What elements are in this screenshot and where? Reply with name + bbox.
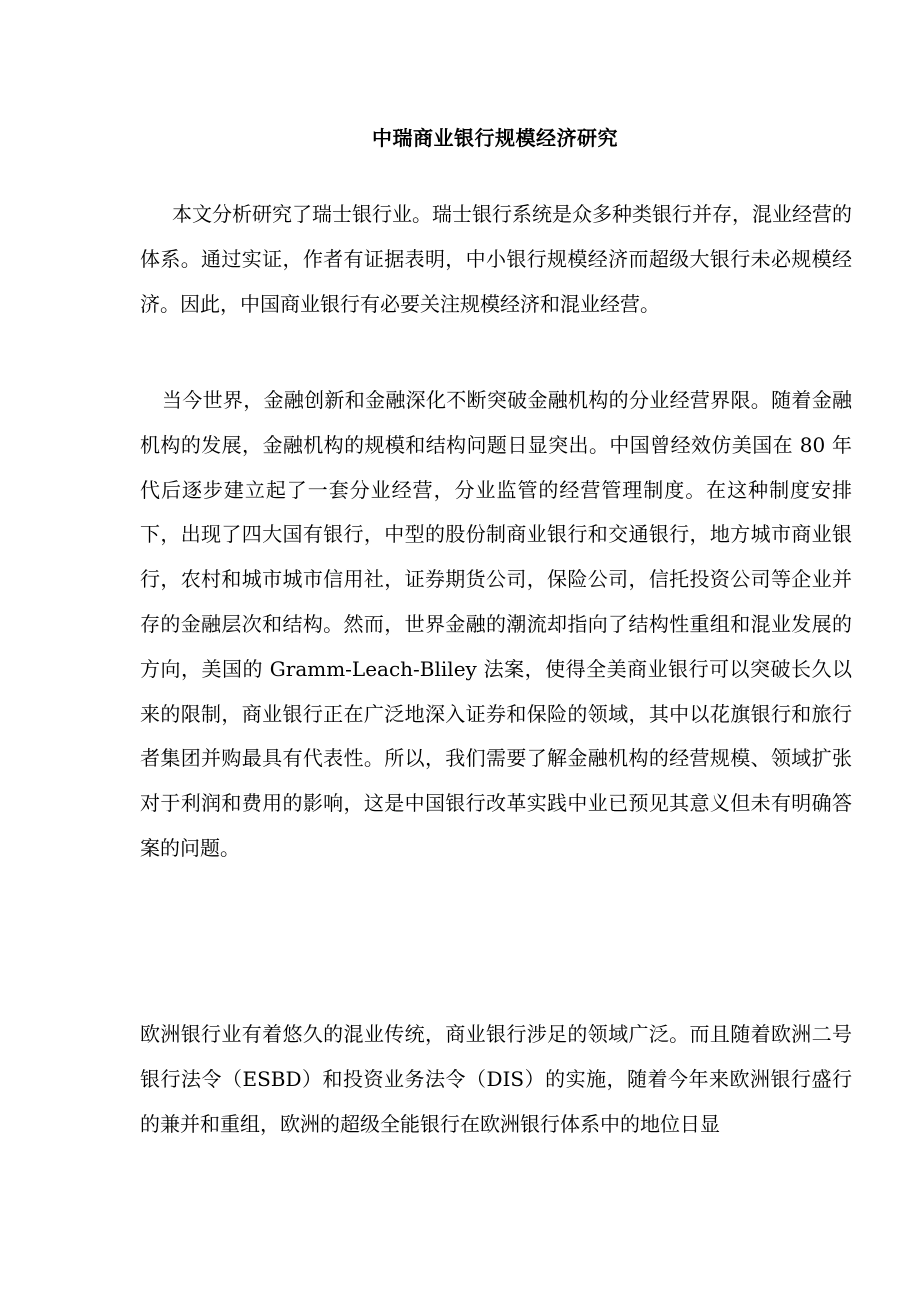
paragraph-background: 当今世界，金融创新和金融深化不断突破金融机构的分业经营界限。随着金融机构的发展，金融机构的规模和结构问题日显突出。中国曾经效仿美国在 80 年代后逐步建立起了一套分业经营，分业监管的经营管理制度。在这种制度安排下，出现了四大国有银行，中型的股份制商业银行和交通银行，地方城市商业银行，农村和城市城市信用社，证券期货公司，保险公司，信托投资公司等企业并存的金融层次和结构。然而，世界金融的潮流却指向了结构性重组和混业发展的方向，美国的 Gramm-Leach-Bliley 法案，使得全美商业银行可以突破长久以来的限制，商业银行正在广泛地深入证券和保险的领域，其中以花旗银行和旅行者集团并购最具有代表性。所以，我们需要了解金融机构的经营规模、领域扩张对于利润和费用的影响，这是中国银行改革实践中业已预见其意义但未有明确答案的问题。 <box>140 388 852 860</box>
document-title: 中瑞商业银行规模经济研究 <box>372 126 618 150</box>
paragraph-europe: 欧洲银行业有着悠久的混业传统，商业银行涉足的领域广泛。而且随着欧洲二号银行法令（ESBD）和投资业务法令（DIS）的实施，随着今年来欧洲银行盛行的兼并和重组，欧洲的超级全能银行在欧洲银行体系中的地位日显 <box>140 1022 852 1136</box>
paragraph-abstract: 本文分析研究了瑞士银行业。瑞士银行系统是众多种类银行并存，混业经营的体系。通过实证，作者有证据表明，中小银行规模经济而超级大银行未必规模经济。因此，中国商业银行有必要关注规模经济和混业经营。 <box>140 202 852 316</box>
